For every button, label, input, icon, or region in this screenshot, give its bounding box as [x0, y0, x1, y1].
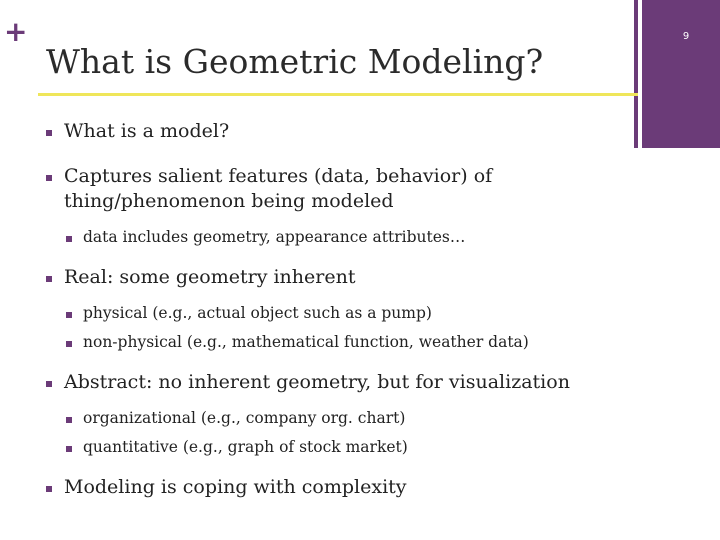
bullet-item — [46, 265, 636, 290]
side-accent-bar — [642, 0, 720, 148]
bullet-square-icon — [46, 486, 52, 492]
slide-title: What is Geometric Modeling? — [46, 42, 544, 81]
bullet-square-icon — [46, 130, 52, 136]
bullet-item — [46, 370, 636, 395]
bullet-text: Real: some geometry inherent — [64, 266, 356, 288]
sub-bullet-text: quantitative (e.g., graph of stock market) — [83, 438, 408, 456]
bullet-text: Abstract: no inherent geometry, but for visualization — [64, 371, 570, 393]
sub-bullet-text: non-physical (e.g., mathematical function, weather data) — [83, 333, 529, 351]
bullet-square-icon — [66, 446, 72, 452]
sub-bullet-item — [66, 227, 636, 247]
bullet-square-icon — [46, 381, 52, 387]
bullet-item — [46, 119, 636, 144]
plus-icon: + — [4, 15, 28, 48]
sub-bullet-item — [66, 408, 636, 428]
sub-bullet-text: organizational (e.g., company org. chart) — [83, 409, 406, 427]
bullet-item — [46, 164, 636, 214]
bullet-square-icon — [66, 341, 72, 347]
sub-bullet-item — [66, 332, 636, 352]
sub-bullet-item — [66, 303, 636, 323]
bullet-list — [46, 119, 636, 500]
bullet-text: What is a model? — [64, 120, 230, 142]
sub-bullet-text: data includes geometry, appearance attributes… — [83, 228, 466, 246]
bullet-square-icon — [46, 276, 52, 282]
bullet-text: Modeling is coping with complexity — [64, 476, 407, 498]
bullet-square-icon — [66, 312, 72, 318]
sub-bullet-item — [66, 437, 636, 457]
bullet-text: Captures salient features (data, behavior) of thing/phenomenon being modeled — [64, 165, 493, 212]
bullet-square-icon — [66, 236, 72, 242]
bullet-item — [46, 475, 636, 500]
bullet-square-icon — [66, 417, 72, 423]
bullet-square-icon — [46, 175, 52, 181]
page-number: 9 — [682, 31, 690, 42]
sub-bullet-text: physical (e.g., actual object such as a pump) — [83, 304, 432, 322]
title-underline — [38, 93, 638, 96]
